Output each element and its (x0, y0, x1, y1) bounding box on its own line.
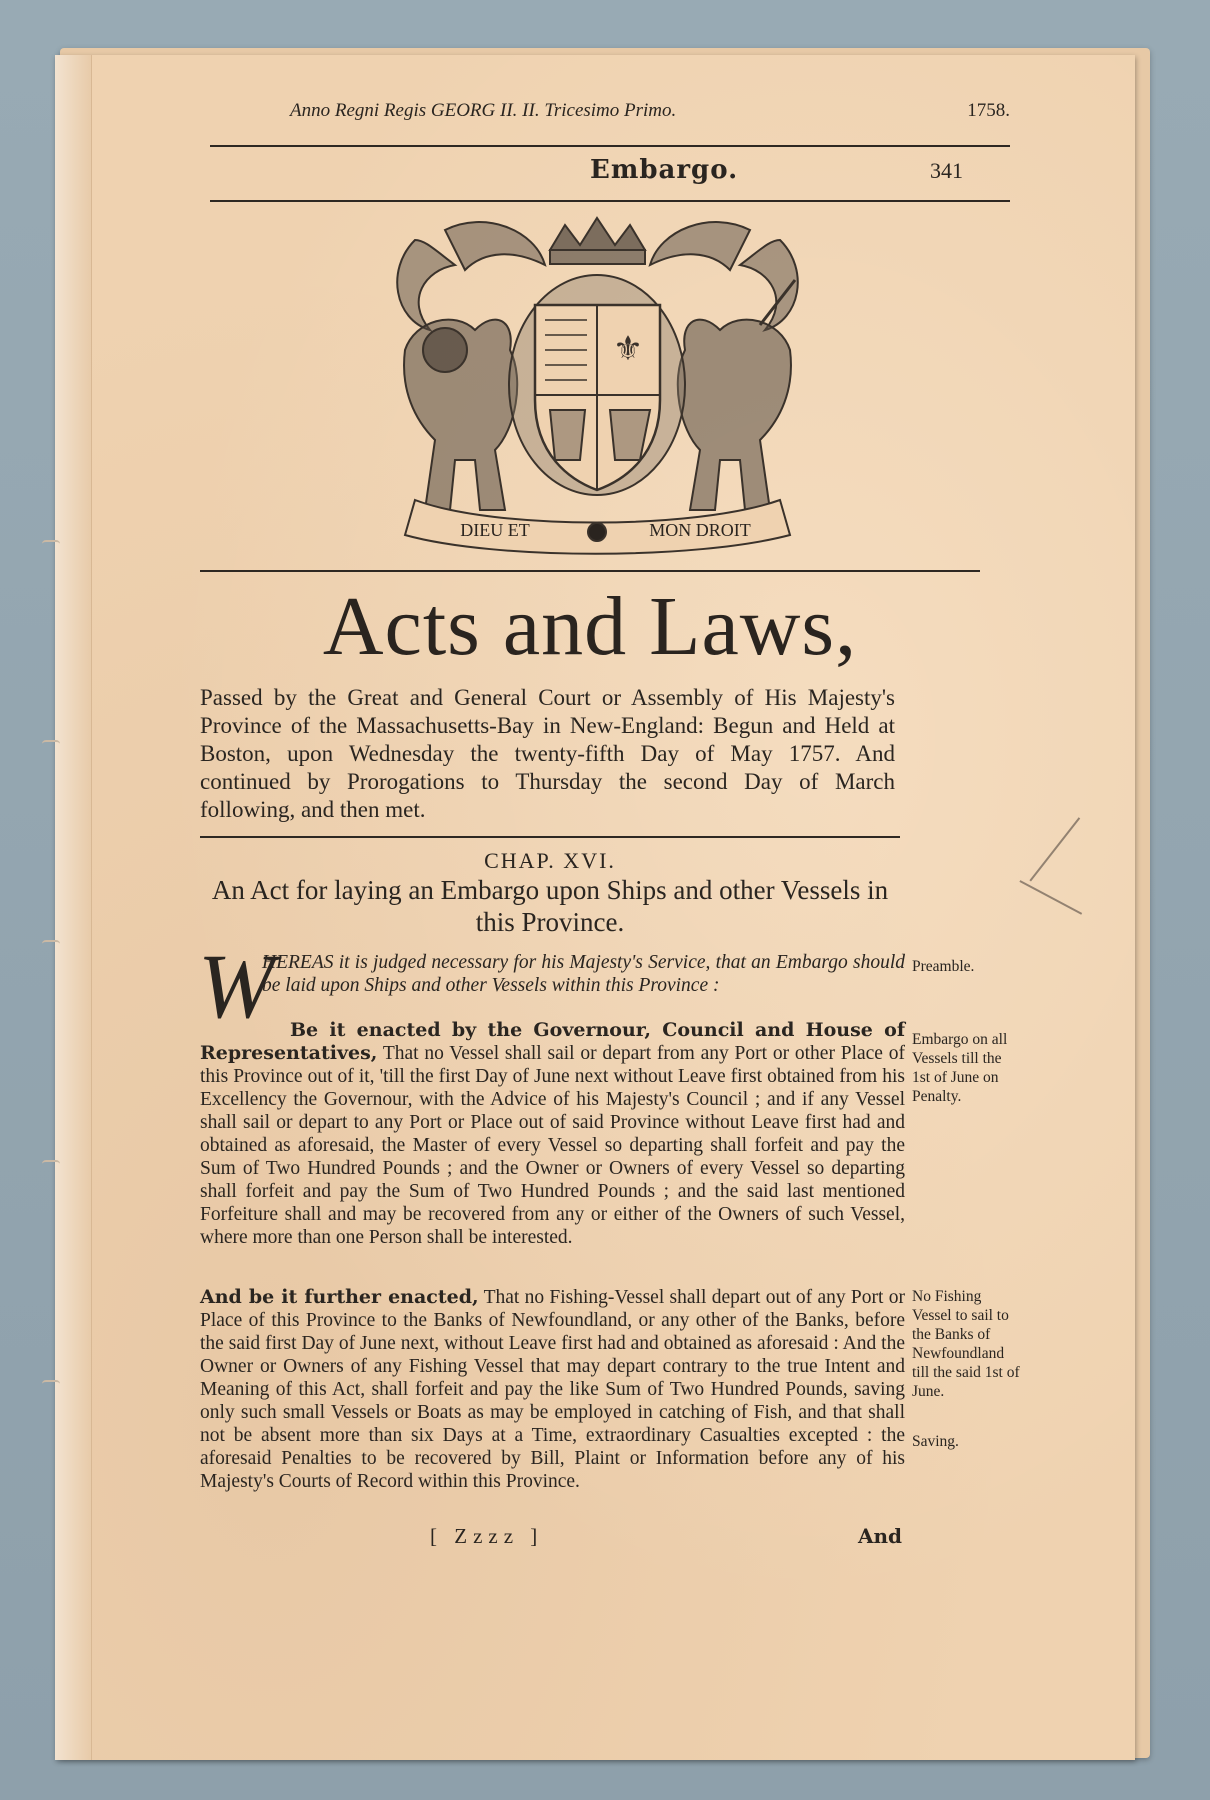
fishing-paragraph (200, 1286, 905, 1493)
margin-note-preamble: Preamble. (912, 958, 975, 975)
enacting-clause: Be it enacted by the Governour, Council and House of Representatives, (200, 1019, 905, 1064)
header-rule-lower (210, 200, 1010, 202)
act-title: An Act for laying an Embargo upon Ships and other Vessels in this Province. (211, 875, 889, 937)
running-head-text: Anno Regni Regis GEORG II. II. Tricesimo Primo. (290, 100, 677, 121)
chapter-number: CHAP. XVI. (484, 848, 616, 873)
stitch-mark (42, 940, 60, 948)
header-rule (210, 145, 1010, 147)
drop-cap: W (198, 935, 275, 1037)
enacting-text: That no Vessel shall sail or depart from any Port or other Place of this Province out of it, 'till the first Day of June next without Leave first obtained from his Excellency the Governour, with the Advice of his Majesty's Council ; and if any Vessel shall sail or depart to any Port or Place out of said Province without Leave first had and obtained as aforesaid, the Master of every Vessel so departing shall forfeit and pay the Sum of Two Hundred Pounds ; and the Owner or Owners of every Vessel so departing shall forfeit and pay the Sum of Two Hundred Pounds ; and the said last mentioned Forfeiture shall and may be recovered from any or either of the Owners of such Vessel, where more than one Person shall be interested. (200, 1043, 905, 1248)
stitch-mark (42, 540, 60, 548)
further-enacted-clause: And be it further enacted, (200, 1286, 479, 1308)
margin-note-embargo: Embargo on all Vessels till the 1st of June on Penalty. (912, 1031, 1008, 1105)
stitch-mark (42, 1160, 60, 1168)
margin-note-fishing: No Fishing Vessel to sail to the Banks of Newfoundland till the said 1st of June. (912, 1288, 1020, 1400)
catchword: And (858, 1524, 903, 1548)
main-title: Acts and Laws, (322, 580, 858, 673)
enacting-paragraph (200, 1019, 905, 1249)
section-title: Embargo. (590, 155, 739, 185)
motto-right: MON DROIT (649, 520, 751, 540)
fishing-text: That no Fishing-Vessel shall depart out of any Port or Place of this Province to the Banks of Newfoundland, or any other of the Banks, before the said first Day of June next, without Leave first had and obtained as aforesaid : And the Owner or Owners of any Fishing Vessel that may depart contrary to the true Intent and Meaning of this Act, shall forfeit and pay the like Sum of Two Hundred Pounds, saving only such small Vessels or Boats as may be employed in catching of Fish, and that shall not be absent more than six Days at a Time, extraordinary Casualties excepted : the aforesaid Penalties to be recovered by Bill, Plaint or Information before any of his Majesty's Courts of Record within this Province. (200, 1287, 905, 1492)
running-head-year: 1758. (967, 100, 1010, 121)
royal-coat-of-arms (375, 210, 820, 555)
motto-left: DIEU ET (460, 520, 530, 540)
page-number: 341 (930, 158, 963, 183)
svg-text:⚜: ⚜ (612, 329, 644, 369)
title-rule (200, 570, 980, 572)
stitch-mark (42, 1380, 60, 1388)
chapter-rule (200, 836, 900, 838)
binding-strip (55, 55, 92, 1760)
subtitle: Passed by the Great and General Court or Assembly of His Majesty's Province of the Massachusetts-Bay in New-England: Begun and Held at Boston, upon Wednesday the twenty-fifth Day of May 1757. And continued by Prorogations to Thursday the second Day of March following, and then met. (200, 685, 895, 822)
margin-note-saving: Saving. (912, 1433, 959, 1450)
stitch-mark (42, 740, 60, 748)
preamble-paragraph: HEREAS it is judged necessary for his Majesty's Service, that an Embargo should be laid upon Ships and other Vessels within this Province : (262, 952, 905, 996)
signature-mark: [ Zzzz ] (430, 1524, 544, 1548)
